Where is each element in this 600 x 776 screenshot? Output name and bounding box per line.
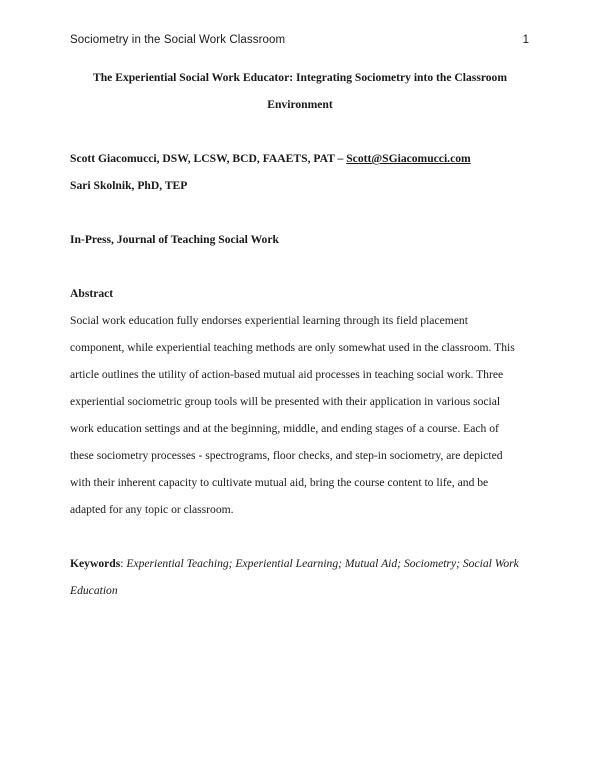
- abstract-line: these sociometry processes - spectrograms, floor checks, and step-in sociometry, are depicted: [70, 449, 503, 462]
- author-email-link[interactable]: Scott@SGiacomucci.com: [346, 152, 471, 165]
- page-number: 1: [522, 34, 529, 46]
- keywords-line-1: [70, 557, 519, 570]
- author-name: Scott Giacomucci, DSW, LCSW, BCD, FAAETS, PAT –: [70, 152, 347, 165]
- author-sari: [70, 179, 187, 192]
- abstract-line: article outlines the utility of action-based mutual aid processes in teaching social work. Three: [70, 368, 504, 381]
- abstract-line: experiential sociometric group tools will be presented with their application in various social: [70, 395, 501, 408]
- abstract-line: Social work education fully endorses experiential learning through its field placement: [70, 314, 468, 327]
- author-scott: [70, 152, 471, 165]
- keywords-separator: :: [120, 557, 127, 570]
- title-line-1: The Experiential Social Work Educator: Integrating Sociometry into the Classroom: [92, 71, 508, 84]
- abstract-line: work education settings and at the beginning, middle, and ending stages of a course. Each of: [70, 422, 499, 435]
- abstract-line: adapted for any topic or classroom.: [70, 503, 234, 516]
- abstract-line: component, while experiential teaching methods are only somewhat used in the classroom. This: [70, 341, 515, 354]
- title-line-2: Environment: [267, 98, 333, 111]
- running-head: Sociometry in the Social Work Classroom: [70, 34, 286, 46]
- keywords-line-2: Education: [70, 584, 118, 597]
- keywords-terms: Experiential Teaching; Experiential Learning; Mutual Aid; Sociometry; Social Work: [126, 557, 519, 570]
- keywords-label: Keywords: [70, 557, 121, 570]
- author-name: Sari Skolnik, PhD, TEP: [70, 179, 188, 192]
- abstract-heading: Abstract: [70, 287, 114, 300]
- abstract-line: with their inherent capacity to cultivate mutual aid, bring the course content to life, and be: [70, 476, 489, 489]
- publication-status: In-Press, Journal of Teaching Social Work: [70, 233, 279, 246]
